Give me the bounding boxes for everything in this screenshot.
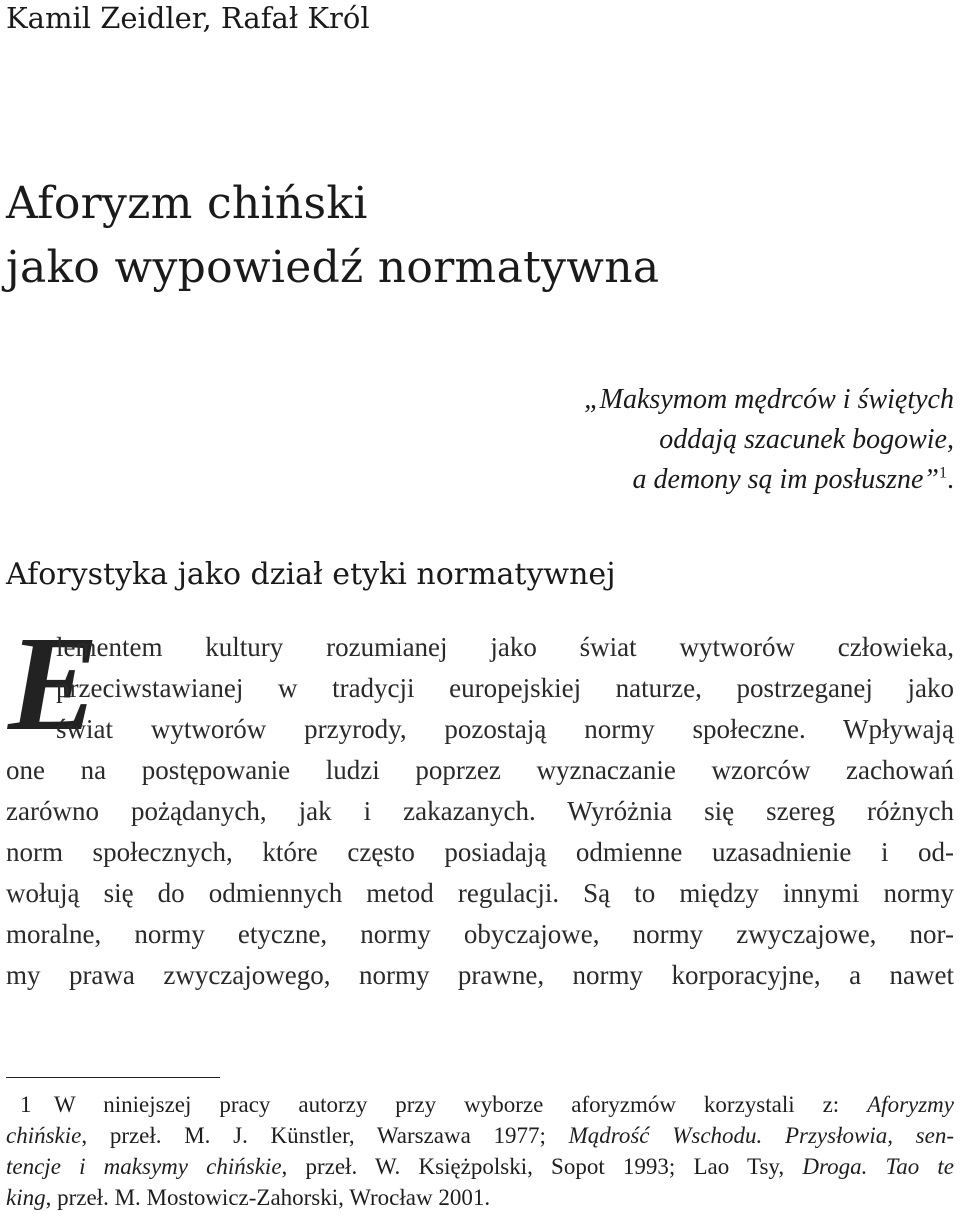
footnote-text: , przeł. M. Mostowicz-Zahorski, Wrocław 2001. [45,1185,491,1210]
footnote-reference[interactable]: 1 [939,464,947,482]
footnote-line [6,1182,626,1214]
section-heading: Aforystyka jako dział etyki normatywnej [6,557,616,592]
footnote-line [6,1089,954,1121]
chapter-title-line-1: Aforyzm chiński [6,178,368,229]
footnote-divider [6,1077,220,1078]
footnote-title: Mądrość Wschodu. Przysłowia, sen- [568,1123,954,1148]
epigraph-line-1: „Maksymom mędrców i świętych [584,384,954,415]
body-line: lementem kultury rozumianej jako świat wytworów człowieka, [56,632,954,662]
footnote-line [6,1120,954,1152]
body-line: my prawa zwyczajowego, normy prawne, normy korporacyjne, a nawet [6,960,954,990]
body-line: przeciwstawianej w tradycji europejskiej naturze, postrzeganej jako [56,673,954,703]
body-line: moralne, normy etyczne, normy obyczajowe, normy zwyczajowe, nor- [6,919,954,949]
footnote-title: Aforyzmy [867,1092,954,1117]
body-line: wołują się do odmiennych metod regulacji. Są to między innymi normy [6,878,954,908]
body-line: norm społecznych, które często posiadają odmienne uzasadnienie i od- [6,837,954,867]
epigraph [584,380,954,500]
drop-cap: E [8,609,99,759]
footnote-text: W niniejszej pracy autorzy przy wyborze aforyzmów korzystali z: [54,1092,840,1117]
epigraph-line-3-text: a demony są im posłuszne” [632,464,939,495]
authors: Kamil Zeidler, Rafał Król [6,1,370,35]
epigraph-period: . [947,464,954,495]
footnote-title: tencje i maksymy chińskie [6,1154,282,1179]
body-line: świat wytworów przyrody, pozostają normy społeczne. Wpływają [56,714,954,744]
epigraph-line-2: oddają szacunek bogowie, [659,424,954,455]
footnote-text: , przeł. W. Księżpolski, Sopot 1993; Lao Tsy, [281,1154,785,1179]
chapter-title [6,172,659,300]
footnote-title: king [6,1185,46,1210]
epigraph-line-3 [584,460,954,500]
chapter-title-line-2: jako wypowiedź normatywna [6,242,660,293]
footnote-title: chińskie [6,1123,82,1148]
footnote-text: , przeł. M. J. Künstler, Warszawa 1977; [81,1123,546,1148]
body-line: zarówno pożądanych, jak i zakazanych. Wyróżnia się szereg różnych [6,796,954,826]
body-line: one na postępowanie ludzi poprzez wyznaczanie wzorców zachowań [6,755,954,785]
footnote-number: 1 [20,1092,32,1117]
footnote-title: Droga. Tao te [802,1154,955,1179]
footnote-line [6,1151,954,1183]
